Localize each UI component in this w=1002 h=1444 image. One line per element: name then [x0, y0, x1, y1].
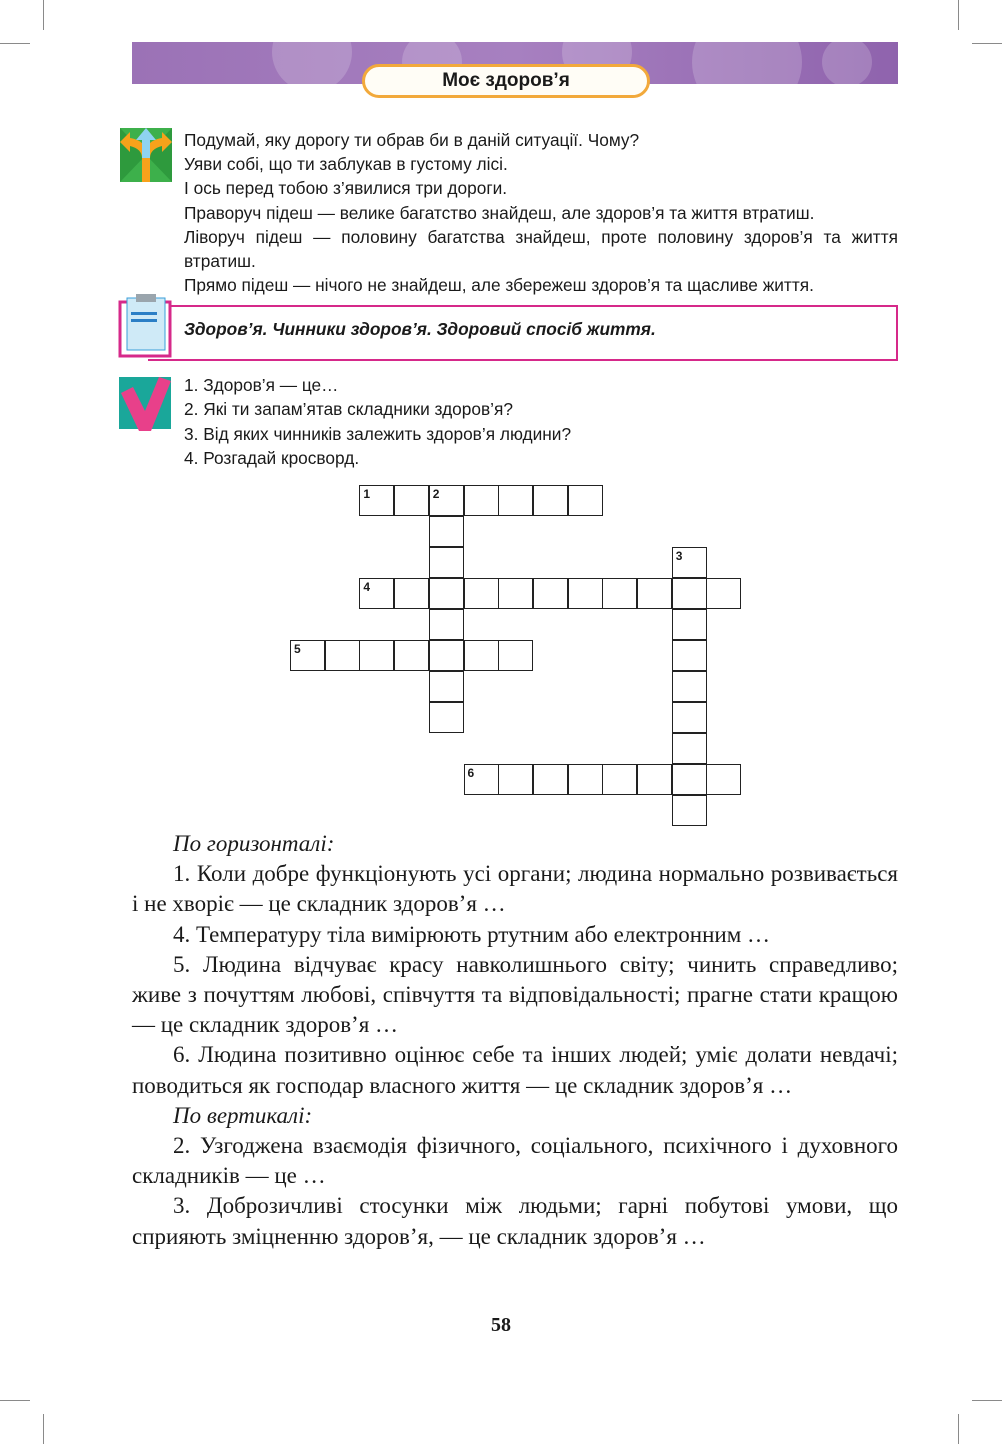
crossword-cell [498, 640, 533, 671]
crossword-number: 5 [294, 642, 301, 656]
crossword-cell [429, 671, 464, 702]
crossword-cell [568, 578, 603, 609]
intro-line: Уяви собі, що ти заблукав в густому лісі. [184, 154, 508, 175]
crossword-cell [672, 640, 707, 671]
crossword-cell [602, 764, 637, 795]
crossword-cell [429, 702, 464, 733]
crossword-number: 2 [432, 487, 440, 501]
checkmark-icon [119, 377, 171, 433]
question-item: 1. Здоров’я — це… [184, 375, 339, 395]
crop-mark [43, 0, 44, 30]
crossword-cell [498, 485, 533, 516]
crop-mark [43, 1414, 44, 1444]
crop-mark [958, 0, 959, 30]
crop-mark [972, 1400, 1002, 1401]
intro-line: Ліворуч підеш — половину багатства знайдеш, проте половину здоров’я та життя втратиш. [184, 226, 898, 272]
crossword-cell [568, 764, 603, 795]
clue-horizontal-4: 4. Температуру тіла вимірюють ртутним або електронним … [173, 921, 771, 947]
clue-vertical-2: 2. Узгоджена взаємодія фізичного, соціального, психічного і духовного складників — це … [132, 1133, 898, 1189]
intro-line: Праворуч підеш — велике багатство знайдеш, але здоров’я та життя втратиш. [184, 202, 815, 223]
crossword-cell [706, 764, 741, 795]
question-item: 4. Розгадай кросворд. [184, 447, 360, 468]
crop-mark [0, 1400, 30, 1401]
crossword-cell [672, 671, 707, 702]
crossword-cell [429, 516, 464, 547]
crossword-cell [533, 485, 568, 516]
crossword-number: 6 [467, 765, 475, 780]
crossword-cell [359, 640, 394, 671]
crossword-cell [325, 640, 360, 671]
question-item: 3. Від яких чинників залежить здоров’я людини? [184, 423, 572, 444]
crossword-cell [533, 764, 568, 795]
crossword-cell [637, 764, 672, 795]
clue-horizontal-1: 1. Коли добре функціонують усі органи; людина нормально розвивається і не хворіє — це складник здоров’я … [132, 861, 898, 917]
page-number: 58 [491, 1314, 511, 1336]
crossword-cell [429, 609, 464, 640]
intro-line: Прямо підеш — нічого не знайдеш, але збережеш здоров’я та щасливе життя. [184, 275, 814, 296]
crossword-cell [602, 578, 637, 609]
crossword-cell [672, 702, 707, 733]
crossword-cell [429, 640, 464, 671]
crossword-cell [672, 578, 707, 609]
crop-mark [0, 43, 30, 44]
crossword-cell [464, 578, 499, 609]
crossword-cell [637, 578, 672, 609]
crossword-cell [394, 640, 429, 671]
topic-title: Здоров’я. Чинники здоров’я. Здоровий спосіб життя. [184, 319, 656, 339]
crossword-cell [498, 764, 533, 795]
crossword-cell [498, 578, 533, 609]
crossword-cell [706, 578, 741, 609]
crossword-cell [672, 733, 707, 764]
crossword-cell [464, 640, 499, 671]
crossword-cell [533, 578, 568, 609]
crop-mark [958, 1414, 959, 1444]
question-list [184, 373, 571, 470]
intro-text [184, 128, 898, 297]
crossword-cell [672, 609, 707, 640]
clues-section [132, 829, 898, 1252]
crossword-cell [394, 578, 429, 609]
crossword-cell [672, 764, 707, 795]
horizontal-heading: По горизонталі: [173, 831, 335, 856]
crossword-cell [464, 485, 499, 516]
clue-horizontal-5: 5. Людина відчуває красу навколишнього світу; чинить справедливо; живе з почуттям любові, співчуття та відповідальності; прагне стати кращою — це складник здоров’я … [132, 951, 898, 1038]
crossword-number: 1 [363, 487, 371, 501]
page-title: Моє здоров’я [362, 64, 650, 98]
crop-mark [972, 43, 1002, 44]
clue-vertical-3: 3. Доброзичливі стосунки між людьми; гарні побутові умови, що сприяють зміцненню здоров’я, — це складник здоров’я … [132, 1193, 898, 1249]
crossword-cell [429, 578, 464, 609]
crossword-cell [429, 547, 464, 578]
notepad-icon [118, 294, 172, 358]
crossword-cell [672, 795, 707, 826]
intro-line: Подумай, яку дорогу ти обрав би в даній ситуації. Чому? [184, 130, 640, 150]
crossword-number: 4 [363, 580, 371, 594]
question-item: 2. Які ти запам’ятав складники здоров’я? [184, 399, 513, 420]
vertical-heading: По вертикалі: [173, 1102, 313, 1128]
crossword-cell [394, 485, 429, 516]
intro-line: І ось перед тобою з’явилися три дороги. [184, 178, 508, 199]
crossword-number: 3 [675, 549, 683, 563]
clue-horizontal-6: 6. Людина позитивно оцінює себе та інших людей; уміє долати невдачі; поводиться як господар власного життя — це складник здоров’я … [132, 1042, 898, 1098]
crossword-cell [568, 485, 603, 516]
crossroads-arrows-icon [120, 128, 172, 182]
